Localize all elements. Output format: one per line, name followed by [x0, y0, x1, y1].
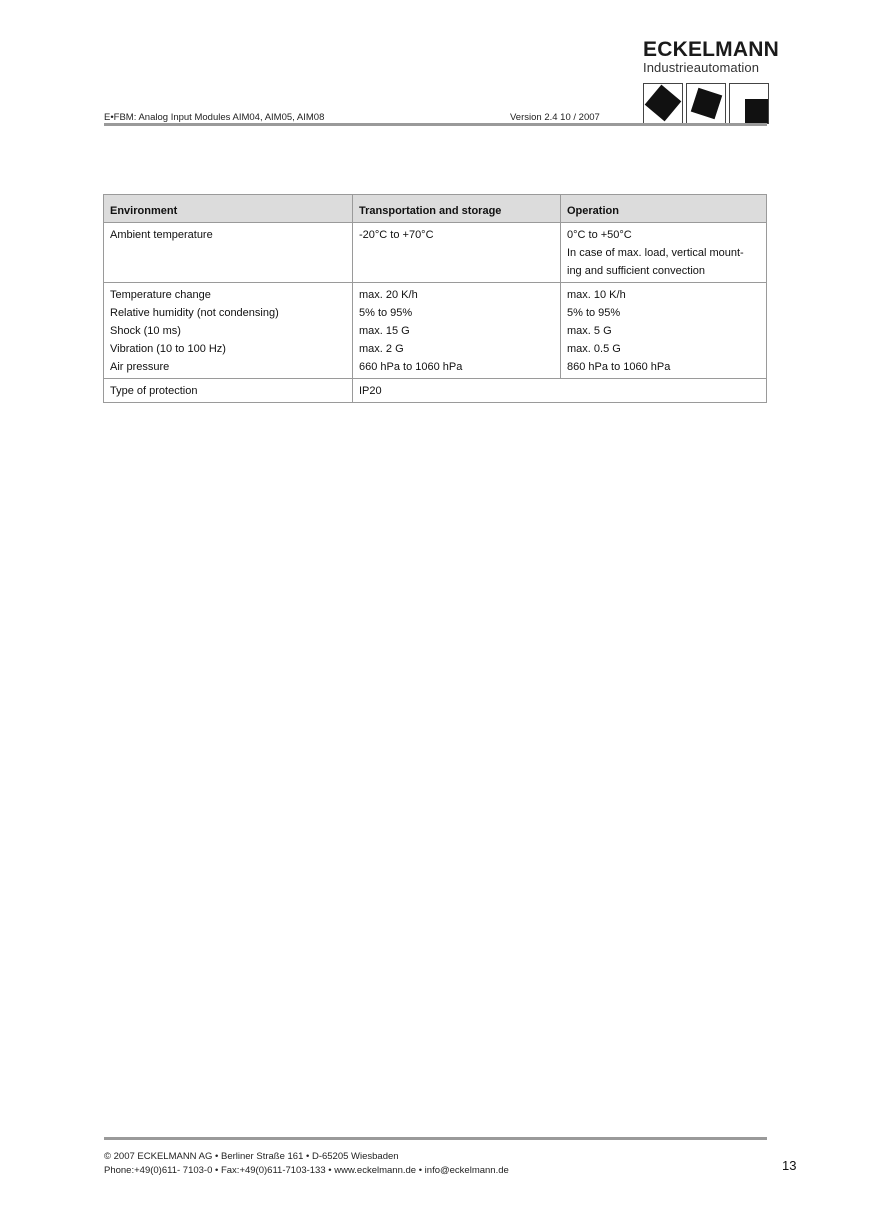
brand-subtitle: Industrieautomation [643, 60, 760, 75]
table-row-protection [104, 379, 767, 403]
footer-address: © 2007 ECKELMANN AG • Berliner Straße 161 • D-65205 Wiesbaden [104, 1151, 399, 1162]
col-header-transport: Transportation and storage [353, 195, 561, 223]
footer-divider [104, 1137, 767, 1140]
document-title: E•FBM: Analog Input Modules AIM04, AIM05, AIM08 [104, 112, 325, 123]
environment-table [103, 194, 767, 403]
transport-shock: max. 15 G [359, 325, 410, 337]
protection-label-cell [104, 379, 353, 403]
label-temperature-change: Temperature change [110, 289, 211, 301]
transport-air-pressure: 660 hPa to 1060 hPa [359, 361, 463, 373]
page-number: 13 [782, 1158, 797, 1173]
ambient-operation-1: 0°C to +50°C [567, 229, 632, 241]
operation-air-pressure: 860 hPa to 1060 hPa [567, 361, 671, 373]
ambient-operation-2: In case of max. load, vertical mount- [567, 247, 744, 259]
ambient-transport-cell [353, 223, 561, 283]
label-shock: Shock (10 ms) [110, 325, 181, 337]
ambient-label-cell [104, 223, 353, 283]
header-divider [104, 123, 767, 126]
ambient-operation-cell [561, 223, 767, 283]
group-labels-cell [104, 283, 353, 379]
label-relative-humidity: Relative humidity (not condensing) [110, 307, 279, 319]
operation-temperature-change: max. 10 K/h [567, 289, 626, 301]
protection-label: Type of protection [110, 385, 198, 397]
transport-temperature-change: max. 20 K/h [359, 289, 418, 301]
ambient-label: Ambient temperature [110, 229, 213, 241]
logo-square-2-icon [686, 83, 726, 124]
protection-value-cell [353, 379, 767, 403]
table-row-group [104, 283, 767, 379]
brand-name: ECKELMANN [643, 38, 779, 61]
operation-shock: max. 5 G [567, 325, 612, 337]
label-vibration: Vibration (10 to 100 Hz) [110, 343, 226, 355]
transport-vibration: max. 2 G [359, 343, 404, 355]
ambient-operation-3: ing and sufficient convection [567, 265, 705, 277]
group-operation-cell [561, 283, 767, 379]
transport-relative-humidity: 5% to 95% [359, 307, 413, 319]
operation-vibration: max. 0.5 G [567, 343, 621, 355]
footer-contact: Phone:+49(0)611- 7103-0 • Fax:+49(0)611-7103-133 • www.eckelmann.de • info@eckelmann.de [104, 1165, 509, 1176]
protection-value: IP20 [359, 385, 382, 397]
table-row-ambient [104, 223, 767, 283]
logo-square-1-icon [643, 83, 683, 124]
logo-square-3-icon [729, 83, 769, 124]
operation-relative-humidity: 5% to 95% [567, 307, 621, 319]
table-header-row [104, 195, 767, 223]
col-header-operation: Operation [561, 195, 767, 223]
document-version: Version 2.4 10 / 2007 [510, 112, 600, 123]
label-air-pressure: Air pressure [110, 361, 170, 373]
ambient-transport: -20°C to +70°C [359, 229, 434, 241]
group-transport-cell [353, 283, 561, 379]
col-header-environment: Environment [104, 195, 353, 223]
